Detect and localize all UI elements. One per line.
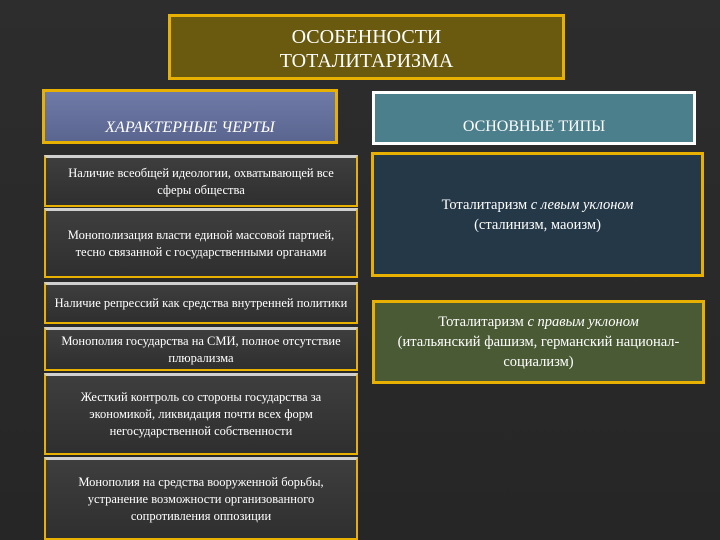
types-header: ОСНОВНЫЕ ТИПЫ bbox=[372, 91, 696, 145]
feature-armed-force-monopoly: Монополия на средства вооруженной борьбы, устранение возможности организованного сопротивления оппозиции bbox=[44, 457, 358, 540]
type-right-name-italic: с правым уклоном bbox=[527, 314, 639, 330]
type-right-examples: (итальянский фашизм, германский национал-социализм) bbox=[397, 334, 680, 370]
feature-ideology: Наличие всеобщей идеологии, охватывающей все сферы общества bbox=[44, 155, 358, 207]
feature-repressions: Наличие репрессий как средства внутренней политики bbox=[44, 282, 358, 324]
type-left-name: Тоталитаризм bbox=[441, 196, 531, 213]
feature-media-monopoly: Монополия государства на СМИ, полное отсутствие плюрализма bbox=[44, 327, 358, 371]
type-right-name: Тоталитаризм bbox=[438, 314, 528, 330]
features-header: ХАРАКТЕРНЫЕ ЧЕРТЫ bbox=[42, 89, 338, 144]
page-title bbox=[168, 14, 565, 80]
type-left-wing bbox=[371, 152, 704, 277]
type-left-examples: (сталинизм, маоизм) bbox=[474, 216, 601, 233]
type-left-name-italic: с левым уклоном bbox=[530, 196, 634, 213]
feature-economic-control: Жесткий контроль со стороны государства за экономикой, ликвидация почти всех форм негосударственной собственности bbox=[44, 373, 358, 455]
feature-party-monopoly: Монополизация власти единой массовой партией, тесно связанной с государственными органами bbox=[44, 208, 358, 278]
type-right-wing bbox=[372, 300, 705, 384]
title-line-1: ОСОБЕННОСТИ bbox=[291, 26, 442, 48]
title-line-2: ТОТАЛИТАРИЗМА bbox=[279, 50, 454, 72]
